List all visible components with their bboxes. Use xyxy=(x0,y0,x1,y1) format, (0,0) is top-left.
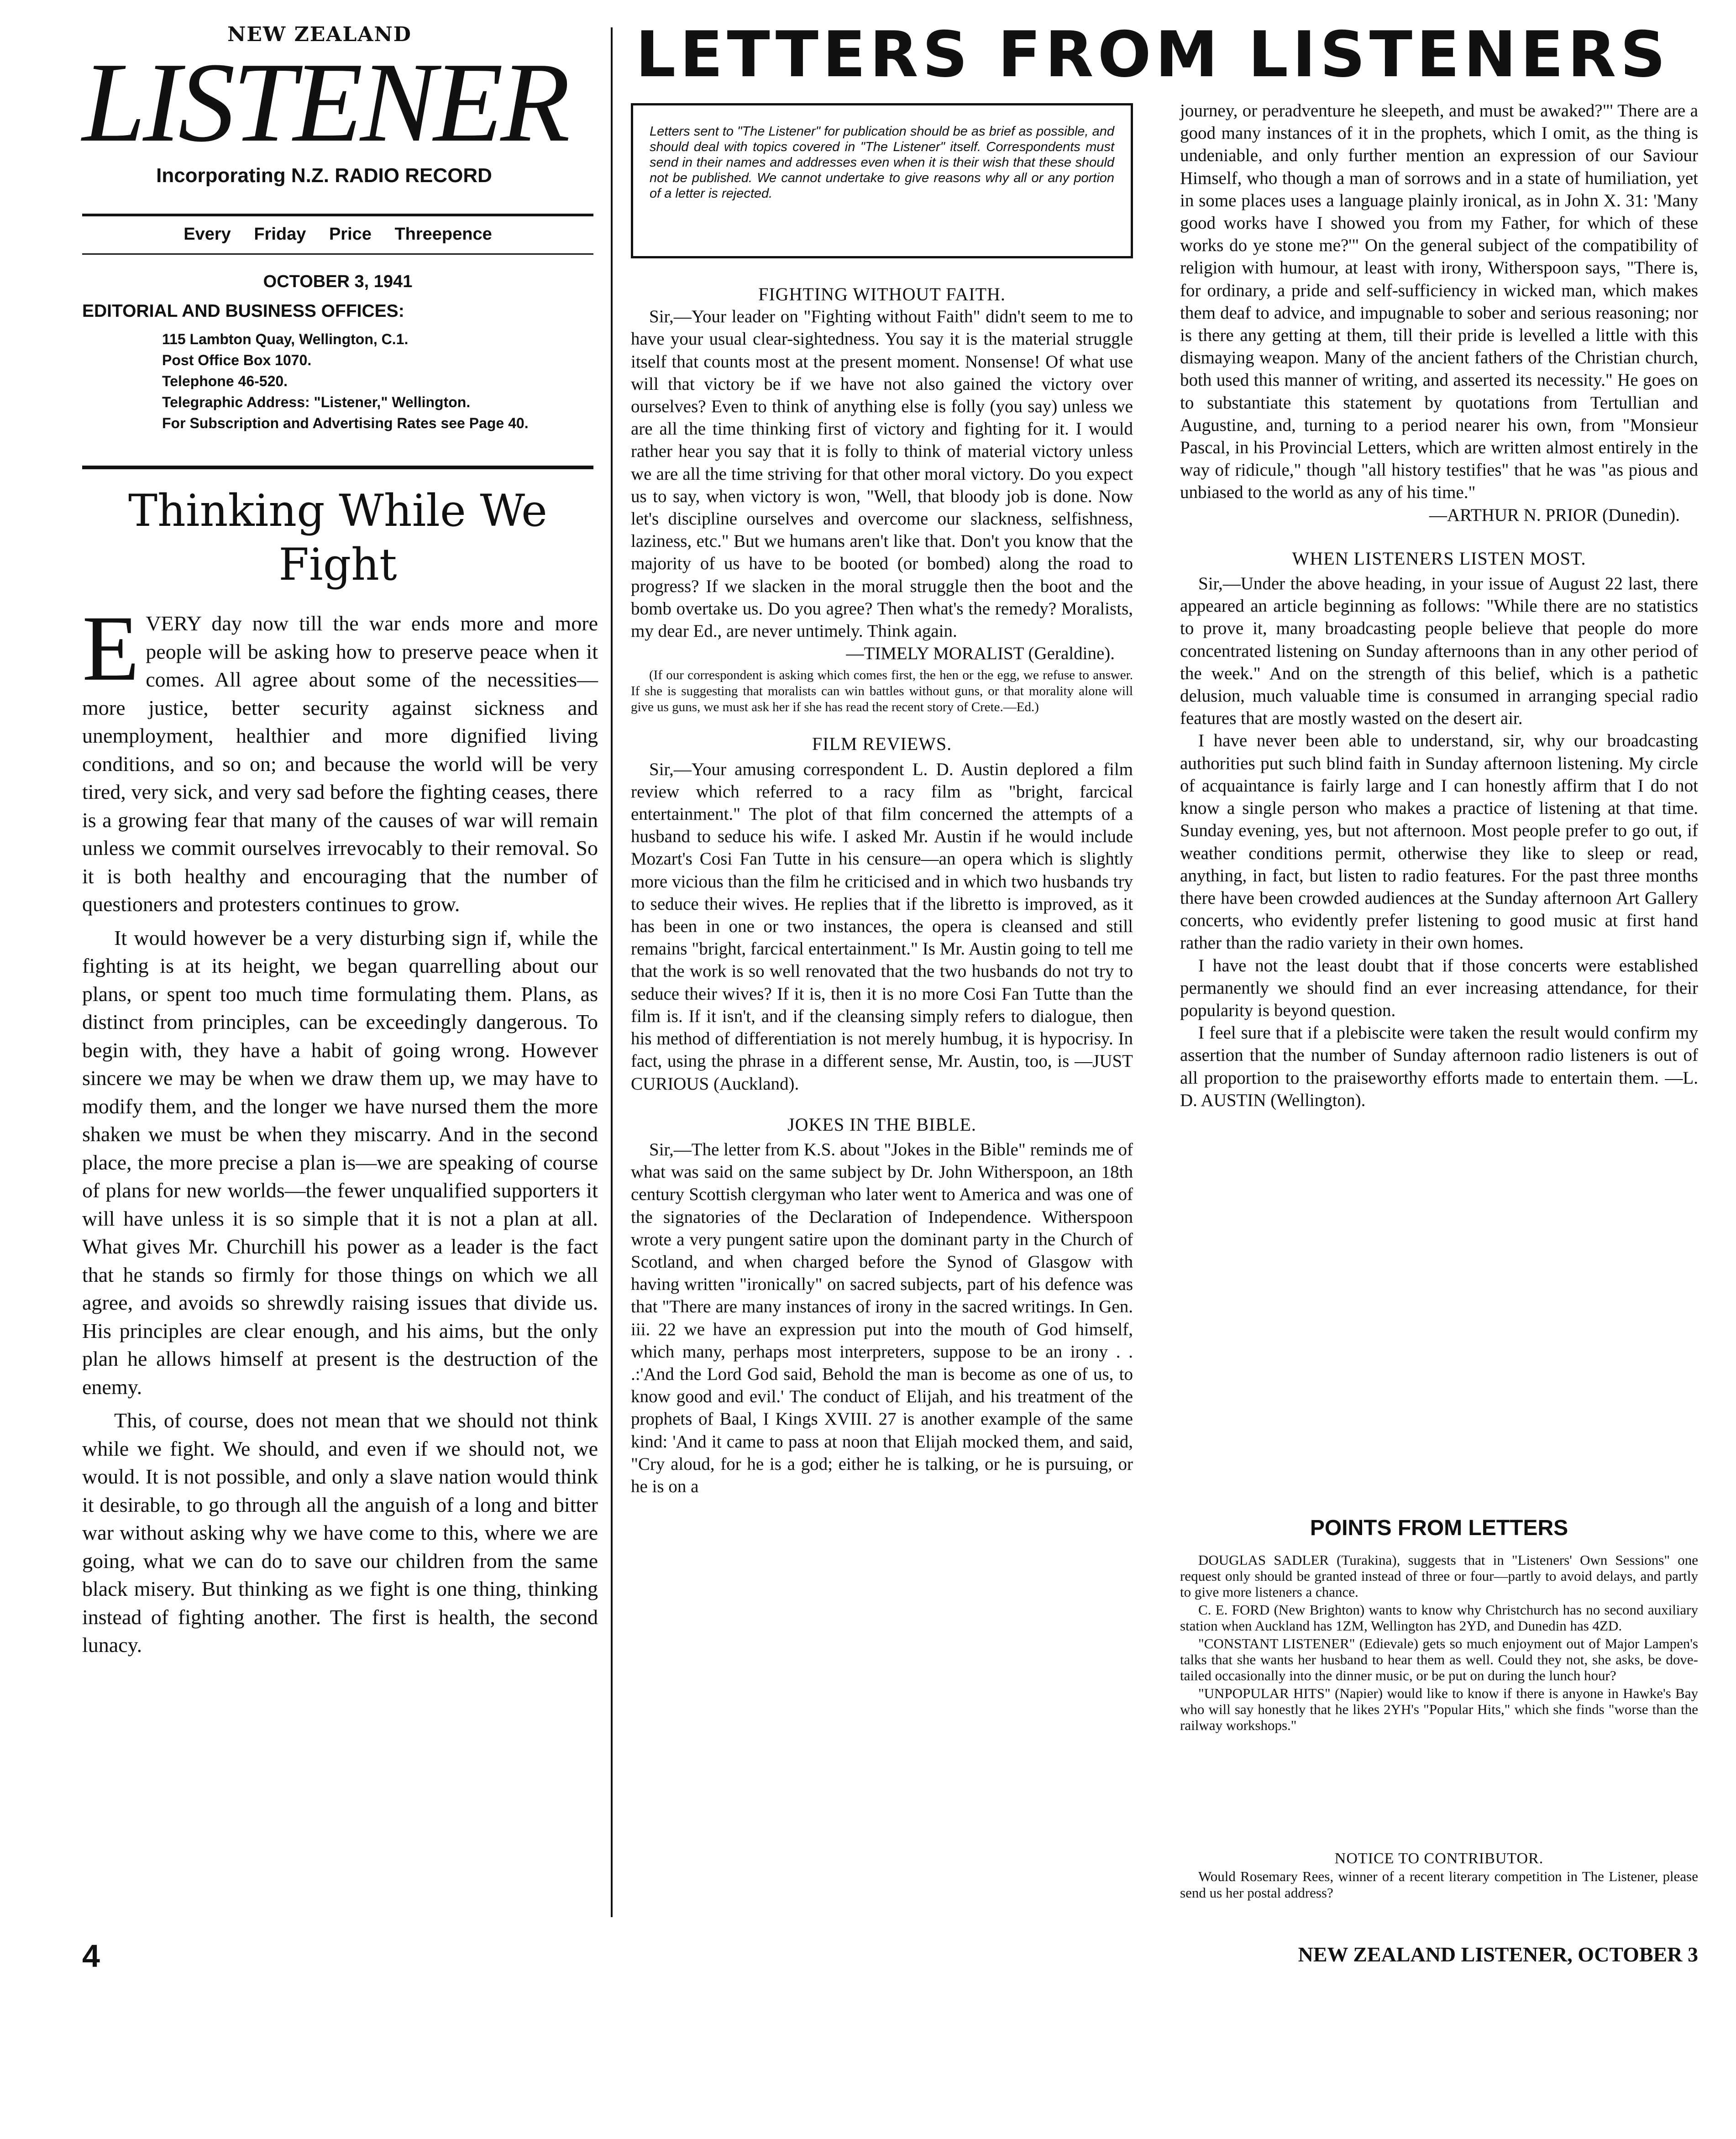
page-number: 4 xyxy=(82,1938,100,1974)
letter-paragraph: I have not the least doubt that if those concerts were established permanently we should find an ever increasing attendance, for their popularity is beyond question. xyxy=(1180,955,1698,1020)
footer-title: NEW ZEALAND LISTENER, OCTOBER 3 xyxy=(1298,1943,1698,1966)
letters-heading: LETTERS FROM LISTENERS xyxy=(635,18,1670,91)
point-item: DOUGLAS SADLER (Turakina), suggests that in "Listeners' Own Sessions" one request only should be granted instead of three or four—partly to avoid delays, and partly to give more listeners a chance. xyxy=(1180,1552,1698,1600)
offices-heading: EDITORIAL AND BUSINESS OFFICES: xyxy=(82,301,404,321)
editor-note: (If our correspondent is asking which comes first, the hen or the egg, we refuse to answer. If she is suggesting that moralists can win battles without guns, or that morality alone will give us guns, we must ask her if she has read the recent story of Crete.—Ed.) xyxy=(631,668,1133,715)
masthead-new-zealand: NEW ZEALAND xyxy=(227,23,412,46)
letter-title: FILM REVIEWS. xyxy=(812,734,952,755)
letters-notice-box xyxy=(631,103,1133,258)
points-heading: POINTS FROM LETTERS xyxy=(1310,1516,1568,1540)
letter-paragraph: I feel sure that if a plebiscite were taken the result would confirm my assertion that the number of Sunday afternoon radio listeners is out of all proportion to the praiseworthy efforts made to entertain them. —L. D. AUSTIN (Wellington). xyxy=(1180,1023,1698,1110)
column-divider xyxy=(611,27,613,1917)
office-telephone: Telephone 46-520. xyxy=(162,373,288,389)
office-address: 115 Lambton Quay, Wellington, C.1. xyxy=(162,331,409,347)
issue-date: OCTOBER 3, 1941 xyxy=(263,272,413,291)
offices-list xyxy=(162,329,600,434)
letters-notice-text: Letters sent to "The Listener" for publication should be as brief as possible, and should deal with topics covered in "The Listener" itself. Correspondents must send in their names and addresses even when it is their wish that these should not be published. We cannot undertake to give reasons why all or any portion of a letter is rejected. xyxy=(650,124,1114,201)
letter-body: Sir,—Your amusing correspondent L. D. Austin deplored a film review which referred to a racy film as "bright, farcical entertainment." The plot of that film concerned the attempts of a husband to seduce his wife. I asked Mr. Austin if he would include Mozart's Cosi Fan Tutte in his censure—an opera which is slightly more vicious than the film he criticised and in which two husbands try to seduce their wives. He replies that if the libretto is improved, as it has been in one or two instances, the opera is cleansed and still remains "bright, farcical entertainment." Is Mr. Austin going to tell me that the work is so well renovated that the two husbands do not try to seduce their wives? If it is, then it is no more Cosi Fan Tutte than the film is. If it isn't, and if the cleansing simply refers to dialogue, then his method of differentiation is not merely humbug, it is hypocrisy. In fact, using the phrase in a different sense, Mr. Austin, too, is —JUST CURIOUS (Auckland). xyxy=(631,759,1133,1094)
letters-column-middle xyxy=(631,283,1133,1498)
letters-column-right xyxy=(1180,100,1698,1111)
letter-signature: —L. D. AUSTIN (Wellington). xyxy=(1180,1068,1698,1110)
masthead-frequency-price xyxy=(82,225,593,244)
editorial-body xyxy=(82,597,598,1665)
letter-signature: —ARTHUR N. PRIOR (Dunedin). xyxy=(1429,505,1680,525)
letter-body: Sir,—Your leader on "Fighting without Faith" didn't seem to me to have your usual clear-sightedness. You say it is the material struggle itself that counts most at the present moment. Nonsense! Of what use will that victory be if we have not also gained the victory over ourselves? Even to think of anything else is folly (you say) unless we are all the time thinking first of victory and fighting for it. I would rather hear you say that it is folly to think of material victory unless we are all the time striving for that other moral victory. Do you expect us to say, when victory is won, "Well, that bloody job is done. Now let's discipline ourselves and overcome our slackness, selfishness, laziness, etc." But we humans aren't like that. Don't you know that the majority of us have to be booted (or bombed) along the road to progress? If we slacken in the moral struggle then the boot and the bomb overtake us. Do you agree? Then what's the remedy? Moralists, my dear Ed., are never untimely. Think again. xyxy=(631,307,1133,641)
letter-paragraph: Sir,—Under the above heading, in your issue of August 22 last, there appeared an article beginning as follows: "While there are no statistics to prove it, many broadcasting people believe that people do more concentrated listening on Sunday afternoons than in any other period of the week." And on the strength of this belief, which is a pathetic delusion, much valuable time is consumed in arranging special radio features that are mostly wasted on the desert air. xyxy=(1180,574,1698,729)
editorial-paragraph: EVERY day now till the war ends more and more people will be asking how to preserve peace when it comes. All agree about some of the necessities—more justice, better security against sickness and unemployment, healthier and more dignified living conditions, and so on; and because the world will be very tired, very sick, and very sad before the fighting ceases, there is a growing fear that many of the causes of war will remain unless we commit ourselves irrevocably to their removal. So it is both healthy and encouraging that the number of questioners and protesters continues to grow. xyxy=(82,597,598,916)
masthead-title: LISTENER xyxy=(82,39,568,166)
editorial-paragraph: This, of course, does not mean that we should not think while we fight. We should, and even if we should not, we would. It is not possible, and only a slave nation would think it desirable, to go through all the anguish of a long and bitter war without asking why we have come to this, where we are going, what we can do to save our children from the same black misery. But thinking as we fight is one thing, thinking instead of fighting another. The first is health, the second lunacy. xyxy=(82,1409,598,1657)
divider xyxy=(82,466,593,469)
letter-signature: —JUST CURIOUS (Auckland). xyxy=(631,1051,1133,1094)
letter-paragraph: I have never been able to understand, sir, why our broadcasting authorities put such blind faith in Sunday afternoon listening. My circle of acquaintance is fairly large and I can honestly affirm that I do not know a single person who makes a practice of listening at that time. Sunday evening, yes, but not afternoon. Most people prefer to go out, if weather conditions permit, otherwise they like to sleep or read, anything, in fact, but listen to radio features. For the past three months there have been crowded audiences at the Sunday afternoon Art Gallery concerts, who evidently prefer listening to good music at first hand rather than the radio variety in their own homes. xyxy=(1180,731,1698,953)
point-item: "UNPOPULAR HITS" (Napier) would like to know if there is anyone in Hawke's Bay who will say honestly that he likes 2YH's "Popular Hits," which she finds "worse than the railway workshops." xyxy=(1180,1685,1698,1733)
masthead-incorporating: Incorporating N.Z. RADIO RECORD xyxy=(156,164,492,187)
drop-cap: E xyxy=(82,597,140,700)
letter-signature: —TIMELY MORALIST (Geraldine). xyxy=(846,644,1115,664)
editorial-paragraph: It would however be a very disturbing sign if, while the fighting is at its height, we began quarrelling about our plans, or spent too much time formulating them. Plans, as distinct from principles, can be exceedingly dangerous. To begin with, they have a habit of going wrong. However sincere we may be when we draw them up, we may have to modify them, and the longer we have nursed them the more shaken we must be when they miscarry. And in the second place, the more precise a plan is—we are speaking of course of plans for new worlds—the fewer unqualified supporters it will have unless it is so simple that it is not a plan at all. What gives Mr. Churchill his power as a leader is the fact that he stands so firmly for those things on which we all agree, and avoids so shrewdly raising issues that divide us. His principles are clear enough, and his aims, but the only plan he allows himself at present is the destruction of the enemy. xyxy=(82,926,598,1399)
letter-body: Sir,—The letter from K.S. about "Jokes in the Bible" reminds me of what was said on the same subject by Dr. John Witherspoon, an 18th century Scottish clergyman who later went to America and was one of the signatories of the Declaration of Independence. Witherspoon wrote a very pungent satire upon the dominant party in the Church of Scotland, and when charged before the Synod of Glasgow with having written "ironically" on sacred subjects, part of his defence was that "There are many instances of irony in the sacred writings. In Gen. iii. 22 we have an expression put into the mouth of God himself, which many, perhaps most interpreters, suppose to be an irony . . .:'And the Lord God said, Behold the man is become as one of us, to know good and evil.' The conduct of Elijah, and his treatment of the prophets of Baal, I Kings XVIII. 27 is another example of the same kind: 'And it came to pass at noon that Elijah mocked them, and said, "Cry aloud, for he is a god; either he is talking, or he is pursuing, or he is on a xyxy=(631,1139,1133,1496)
letter-title: WHEN LISTENERS LISTEN MOST. xyxy=(1292,548,1586,569)
divider xyxy=(82,214,593,216)
office-subscription: For Subscription and Advertising Rates see Page 40. xyxy=(162,415,529,431)
notice-contributor-body: Would Rosemary Rees, winner of a recent literary competition in The Listener, please send us her postal address? xyxy=(1180,1868,1698,1901)
frequency-text: Every Friday xyxy=(184,225,306,244)
letter-title: JOKES IN THE BIBLE. xyxy=(787,1114,976,1135)
points-list xyxy=(1180,1552,1698,1735)
price-text: Price Threepence xyxy=(329,225,492,244)
letter-title: FIGHTING WITHOUT FAITH. xyxy=(758,284,1006,304)
office-po-box: Post Office Box 1070. xyxy=(162,352,312,368)
point-item: C. E. FORD (New Brighton) wants to know why Christchurch has no second auxiliary station when Auckland has 1ZM, Wellington has 2YD, and Dunedin has 4ZD. xyxy=(1180,1602,1698,1634)
editorial-headline: Thinking While We Fight xyxy=(128,485,547,590)
letter-continuation: journey, or peradventure he sleepeth, and must be awaked?"' There are a good many instances of it in the prophets, which I omit, as the thing is undeniable, and only further mention an expression of our Saviour Himself, who though a man of sorrows and in a state of humiliation, yet in some places uses a language plainly ironical, as in John X. 31: 'Many good works have I showed you from my Father, for which of these works do ye stone me?'" On the general subject of the compatibility of religion with humour, at least with irony, Witherspoon says, "There is, for ordinary, a pride and self-sufficiency in wicked man, which makes them deaf to advice, and impugnable to sober and serious reasoning; nor is there any getting at them, till their pride is levelled a little with this dismaying weapon. Many of the ancient fathers of the Christian church, both used this manner of writing, and asserted its necessity." He goes on to substantiate this statement by quotations from Tertullian and Augustine, and, turning to a period nearer his own, from "Monsieur Pascal, in his Provincial Letters, which are written almost entirely in the way of ridicule," though "all history testifies" that he was "as pious and unbiased to the world as any of his time." xyxy=(1180,101,1698,503)
divider xyxy=(82,253,593,255)
notice-contributor-heading: NOTICE TO CONTRIBUTOR. xyxy=(1334,1850,1544,1867)
office-telegraphic: Telegraphic Address: "Listener," Wellington. xyxy=(162,394,471,410)
point-item: "CONSTANT LISTENER" (Edievale) gets so much enjoyment out of Major Lampen's talks that she wants her husband to hear them as well. Could they not, she asks, be dove-tailed occasionally into the dinner music, or be put on during the lunch hour? xyxy=(1180,1636,1698,1683)
